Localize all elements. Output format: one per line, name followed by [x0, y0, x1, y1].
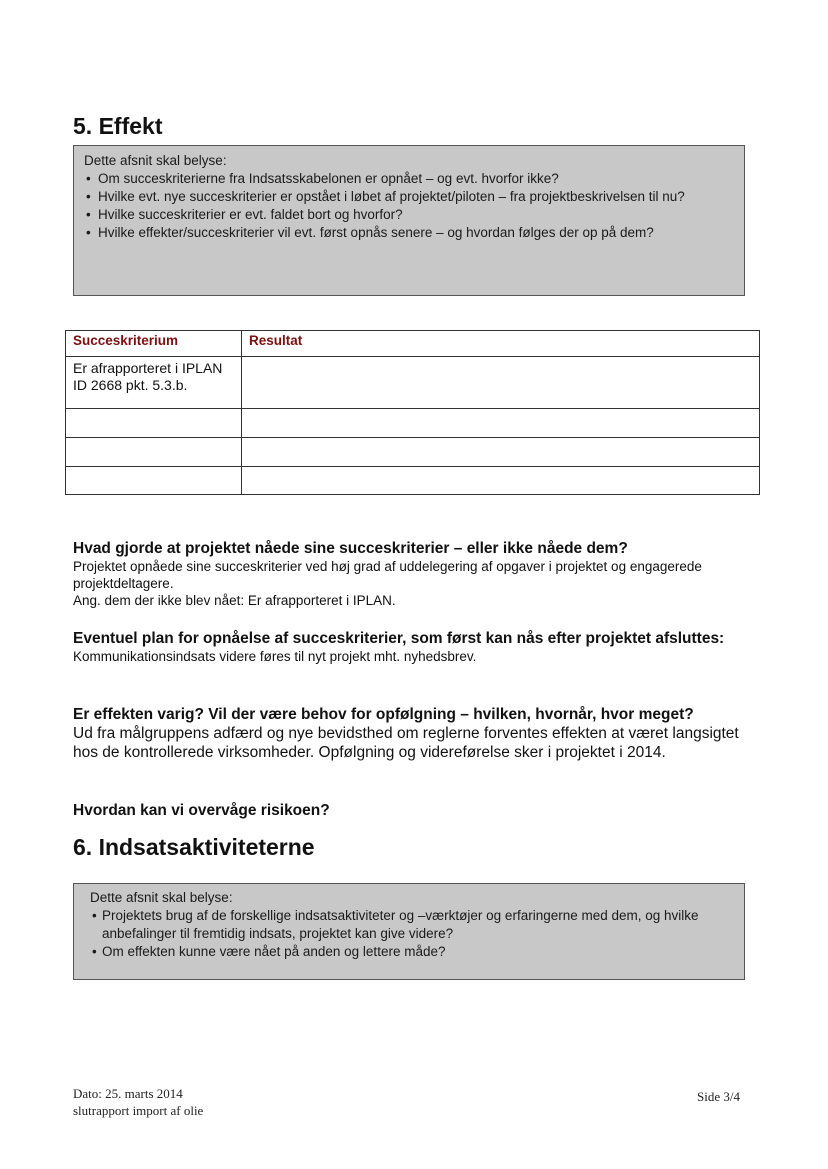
criterion-cell	[66, 467, 242, 495]
question-effect-durability	[73, 705, 763, 762]
question-risk-monitoring	[73, 801, 763, 820]
result-cell	[242, 438, 760, 467]
question-heading: Hvordan kan vi overvåge risikoen?	[73, 802, 330, 819]
column-header-result: Resultat	[242, 331, 760, 357]
guidance-list	[84, 170, 734, 242]
table-header-row	[66, 331, 760, 357]
result-cell	[242, 467, 760, 495]
result-cell	[242, 409, 760, 438]
guidance-item: • Hvilke succeskriterier er evt. faldet bort og hvorfor?	[84, 206, 734, 224]
question-answer: Ang. dem der ikke blev nået: Er afrapporteret i IPLAN.	[73, 593, 396, 608]
table-row	[66, 467, 760, 495]
question-answer: Projektet opnåede sine succeskriterier ved høj grad af uddelegering af opgaver i projektet og engagerede projektdeltagere.	[73, 559, 702, 591]
section-5-guidance-box	[73, 145, 745, 296]
result-cell	[242, 357, 760, 409]
question-heading: Hvad gjorde at projektet nåede sine succeskriterier – eller ikke nåede dem?	[73, 540, 628, 557]
question-success-reason	[73, 539, 763, 609]
footer-page-number: Side 3/4	[697, 1089, 740, 1104]
table-row	[66, 357, 760, 409]
guidance-item: • Om effekten kunne være nået på anden og lettere måde?	[90, 943, 728, 961]
guidance-intro: Dette afsnit skal belyse:	[90, 890, 233, 905]
table-row	[66, 438, 760, 467]
table-row	[66, 409, 760, 438]
question-answer: Ud fra målgruppens adfærd og nye bevidsthed om reglerne forventes effekten at været langsigtet hos de kontrollerede virksomheder. Opfølgning og videreførelse sker i projektet i 2014.	[73, 725, 739, 761]
criterion-cell: Er afrapporteret i IPLAN ID 2668 pkt. 5.3.b.	[66, 357, 242, 409]
guidance-item: • Om succeskriterierne fra Indsatsskabelonen er opnået – og evt. hvorfor ikke?	[84, 170, 734, 188]
column-header-criterion: Succeskriterium	[66, 331, 242, 357]
guidance-item: • Hvilke effekter/succeskriterier vil evt. først opnås senere – og hvordan følges der op på dem?	[84, 224, 734, 242]
guidance-list	[90, 907, 728, 961]
guidance-intro: Dette afsnit skal belyse:	[84, 153, 227, 168]
section-5-title: 5. Effekt	[73, 113, 163, 139]
criterion-cell	[66, 438, 242, 467]
footer-left	[73, 1085, 203, 1119]
guidance-item: • Hvilke evt. nye succeskriterier er opstået i løbet af projektet/piloten – fra projektbeskrivelsen til nu?	[84, 188, 734, 206]
section-6-title: 6. Indsatsaktiviteterne	[73, 834, 315, 860]
section-6-guidance-box	[73, 883, 745, 980]
criterion-cell	[66, 409, 242, 438]
question-answer: Kommunikationsindsats videre føres til nyt projekt mht. nyhedsbrev.	[73, 649, 477, 664]
question-heading: Eventuel plan for opnåelse af succeskriterier, som først kan nås efter projektet afsluttes:	[73, 630, 725, 647]
footer-date: Dato: 25. marts 2014	[73, 1086, 183, 1101]
guidance-item: • Projektets brug af de forskellige indsatsaktiviteter og –værktøjer og erfaringerne med dem, og hvilke anbefalinger til fremtidig indsats, projektet kan give videre?	[90, 907, 728, 943]
success-criteria-table	[65, 330, 760, 495]
footer-document-name: slutrapport import af olie	[73, 1103, 204, 1118]
question-later-plan	[73, 629, 763, 665]
question-heading: Er effekten varig? Vil der være behov for opfølgning – hvilken, hvornår, hvor meget?	[73, 706, 694, 723]
